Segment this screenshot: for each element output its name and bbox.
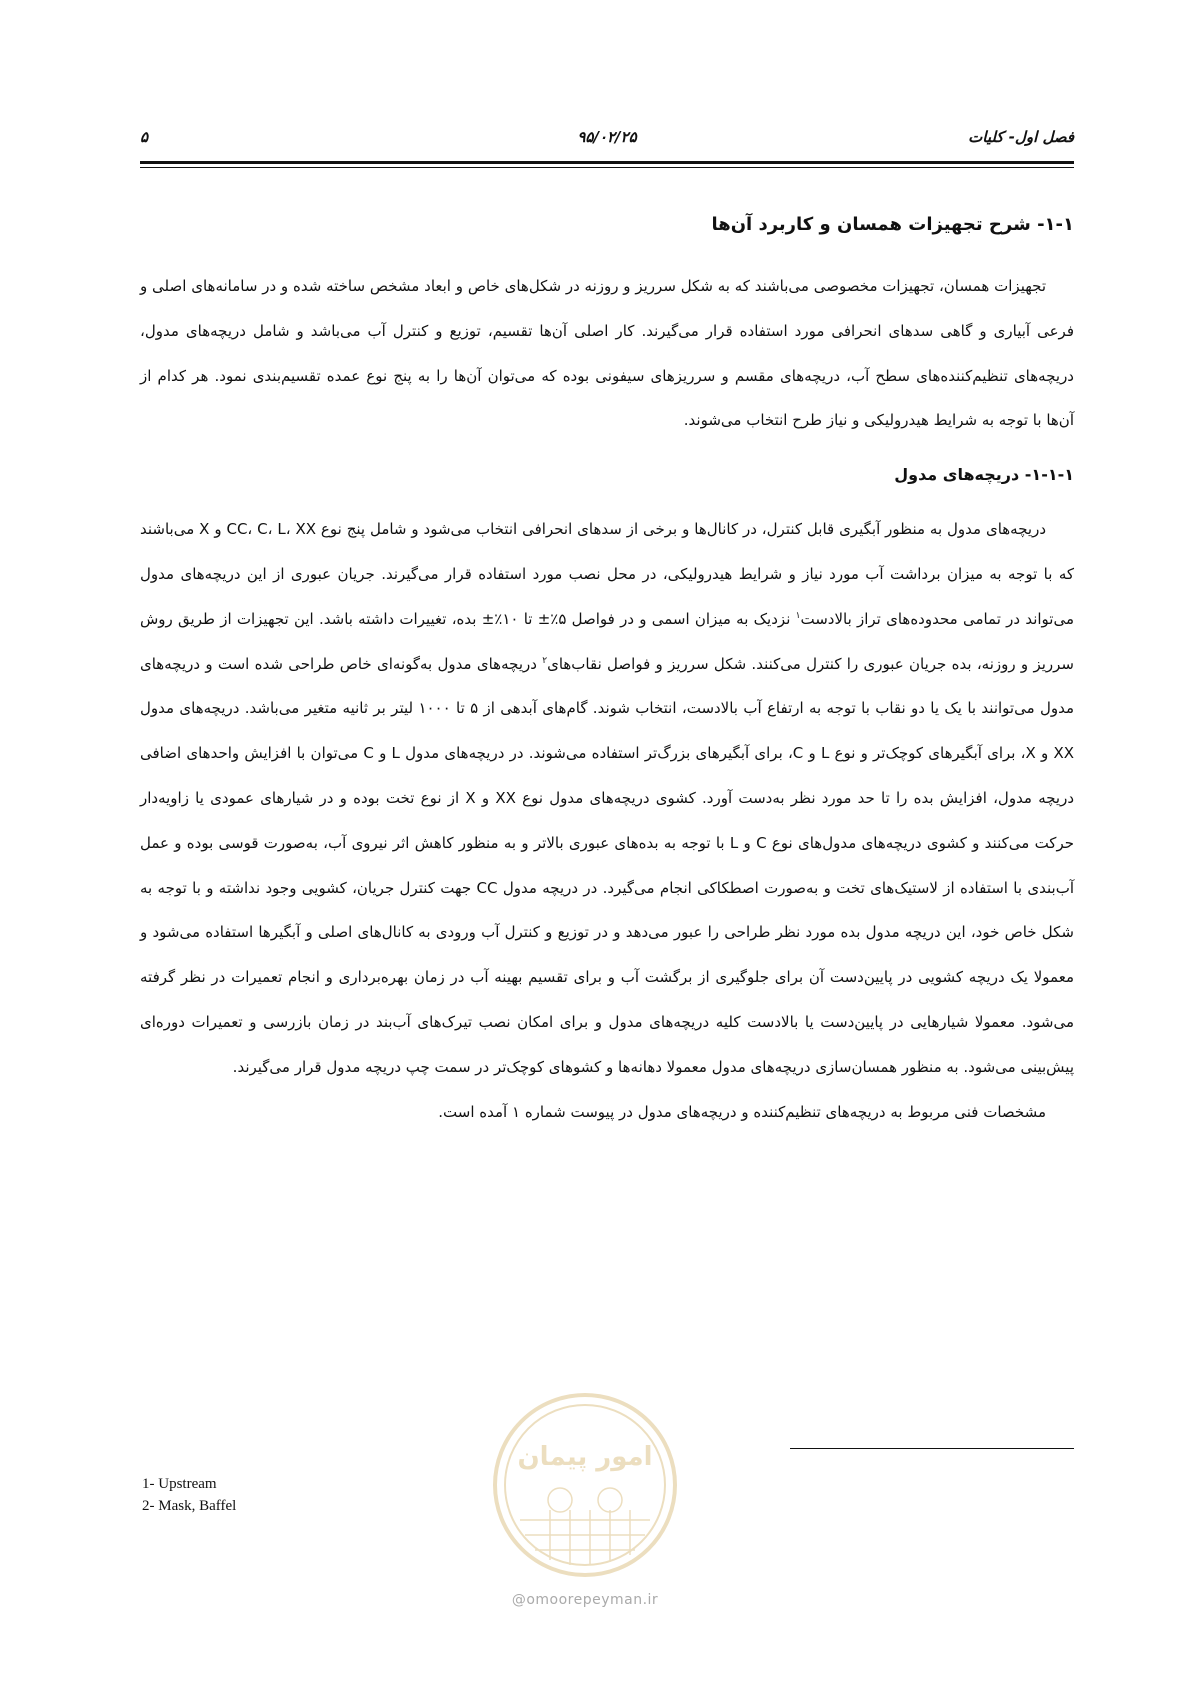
paragraph-text-part-3: دریچه‌های مدول به‌گونه‌ای خاص طراحی شده است و دریچه‌های مدول می‌توانند با یک یا دو نقاب با توجه به ارتفاع آب بالادست، انتخاب شوند. گام‌های آبدهی از ۵ تا ۱۰۰۰ لیتر بر ثانیه متغیر می‌باشد. دریچه‌های مدول XX و X، برای آبگیرهای کوچک‌تر و نوع L و C، برای آبگیرهای بزرگ‌تر استفاده می‌شوند. در دریچه‌های مدول L و C می‌توان با افزایش واحدهای اضافی دریچه مدول، افزایش بده را تا حد مورد نظر به‌دست آورد. کشوی دریچه‌های مدول نوع XX و X از نوع تخت بوده و در شیارهای عمودی یا زاویه‌دار حرکت می‌کنند و کشوی دریچه‌های مدول‌های نوع C و L با توجه به بده‌های عبوری بالاتر و به منظور کاهش اثر نیروی آب، به‌صورت قوسی بوده و عمل آب‌بندی با استفاده از لاستیک‌های تخت و به‌صورت اصطکاکی انجام می‌گیرد. در دریچه مدول CC جهت کنترل جریان، کشویی وجود نداشته و با توجه به شکل خاص خود، این دریچه مدول بده مورد نظر طراحی را عبور می‌دهد و در توزیع و کنترل آب ورودی به کانال‌های اصلی و آبگیرها استفاده می‌شود و معمولا یک دریچه کشویی در پایین‌دست آن برای جلوگیری از برگشت آب و برای تقسیم بهینه آب در زمان بهره‌برداری و انجام تعمیرات در نظر گرفته می‌شود. معمولا شیارهایی در پایین‌دست یا بالادست کلیه دریچه‌های مدول و برای امکان نصب تیرک‌های آب‌بند در زمان بازرسی و تعمیرات دوره‌ای پیش‌بینی می‌شود. به منظور همسان‌سازی دریچه‌های مدول معمولا دهانه‌ها و کشوهای کوچک‌تر در سمت چپ دریچه مدول قرار می‌گیرند. bbox=[140, 654, 1075, 1076]
subsection-heading: ۱-۱-۱- دریچه‌های مدول bbox=[894, 465, 1074, 485]
watermark-url: @omoorepeyman.ir bbox=[511, 1592, 659, 1608]
header-rule-thick bbox=[140, 161, 1074, 164]
footnote-2: 2- Mask, Baffel bbox=[142, 1498, 237, 1514]
page-body bbox=[140, 210, 1074, 1134]
footnote-1: 1- Upstream bbox=[142, 1476, 217, 1492]
header-date: ۹۵/۰۲/۲۵ bbox=[577, 128, 637, 146]
paragraph-text-part-1: دریچه‌های مدول به منظور آبگیری قابل کنترل، در کانال‌ها و برخی از سدهای انحرافی انتخاب می‌شود و شامل پنج نوع CC، C، L، XX و X می‌باشند که با توجه به میزان برداشت آب مورد نیاز و شرایط هیدرولیکی، در محل نصب مورد استفاده قرار می‌گیرند. جریان عبوری از این دریچه‌های مدول می‌تواند در تمامی محدوده‌های تراز بالادست bbox=[140, 520, 1075, 628]
watermark-logo bbox=[490, 1390, 680, 1580]
footnote-ref-2[interactable]: ۲ bbox=[542, 655, 548, 666]
module-gates-paragraph bbox=[140, 507, 1074, 1089]
running-header bbox=[140, 128, 1074, 152]
appendix-reference-paragraph: مشخصات فنی مربوط به دریچه‌های تنظیم‌کننده و دریچه‌های مدول در پیوست شماره ۱ آمده است. bbox=[438, 1102, 1046, 1121]
page-number: ۵ bbox=[140, 128, 149, 146]
footnote-rule bbox=[790, 1448, 1074, 1449]
watermark-logo-text: امور پیمان bbox=[517, 1442, 653, 1472]
chapter-title: فصل اول- کلیات bbox=[968, 128, 1074, 146]
footnote-ref-1[interactable]: ۱ bbox=[795, 610, 801, 621]
footnotes bbox=[142, 1473, 442, 1517]
intro-paragraph: تجهیزات همسان، تجهیزات مخصوصی می‌باشند که به شکل سرریز و روزنه در شکل‌های خاص و ابعاد مشخص ساخته شده و در سامانه‌های اصلی و فرعی آبیاری و گاهی سدهای انحرافی مورد استفاده قرار می‌گیرند. کار اصلی آن‌ها تقسیم، توزیع و کنترل آب می‌باشد و شامل دریچه‌های مدول، دریچه‌های تنظیم‌کننده‌های سطح آب، دریچه‌های مقسم و سرریزهای سیفونی بوده که می‌توان آن‌ها را به پنج نوع عمده تقسیم‌بندی نمود. هر کدام از آن‌ها با توجه به شرایط هیدرولیکی و نیاز طرح انتخاب می‌شوند. bbox=[140, 277, 1074, 430]
section-heading: ۱-۱- شرح تجهیزات همسان و کاربرد آن‌ها bbox=[711, 214, 1074, 235]
paragraph-text-part-2: نزدیک به میزان اسمی و در فواصل ۵٪± تا ۱۰٪± بده، تغییرات داشته باشد. این تجهیزات از طریق روش سرریز و روزنه، بده جریان عبوری را کنترل می‌کنند. شکل سرریز و فواصل نقاب‌های bbox=[140, 609, 1074, 673]
header-rule-thin bbox=[140, 167, 1074, 168]
